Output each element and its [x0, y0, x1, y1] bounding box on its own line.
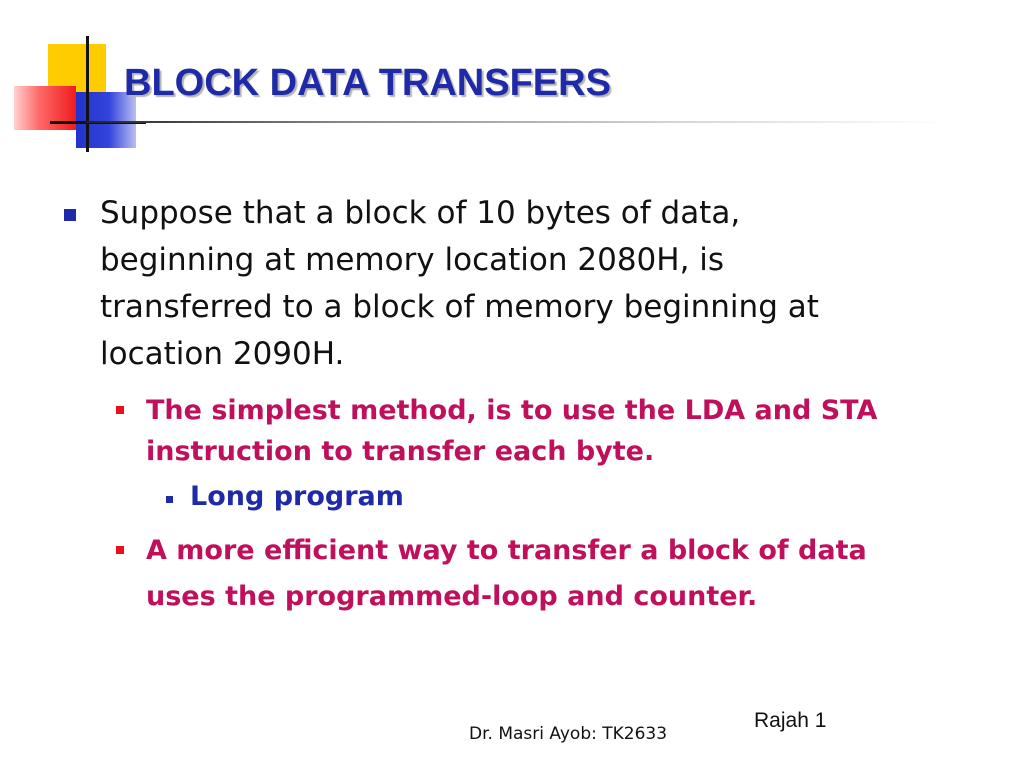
sub-bullet-line: A more efficient way to transfer a block of data	[146, 535, 867, 566]
footer-author: Dr. Masri Ayob: TK2633	[469, 724, 668, 744]
sub-bullet-text	[146, 390, 877, 472]
sub-bullet-line: uses the programmed-loop and counter.	[146, 581, 758, 612]
sub-bullet-text	[146, 528, 867, 620]
bullet-text	[100, 190, 960, 378]
sub-bullet-line: The simplest method, is to use the LDA and STA	[146, 395, 878, 426]
slide-title: BLOCK DATA TRANSFERS	[124, 62, 611, 104]
bullet-line: Suppose that a block of 10 bytes of data,	[100, 195, 741, 231]
bullet-line: location 2090H.	[100, 336, 345, 372]
sub-bullet-line: instruction to transfer each byte.	[146, 436, 655, 467]
title-underline	[86, 121, 946, 123]
footer-slide-label: Rajah 1	[754, 709, 827, 732]
sub-bullet-square-icon	[116, 546, 124, 554]
logo-vertical-line	[86, 36, 89, 152]
sub-sub-bullet-square-icon	[166, 496, 173, 503]
bullet-line: transferred to a block of memory beginning at	[100, 289, 819, 325]
bullet-line: beginning at memory location 2080H, is	[100, 242, 725, 278]
bullet-square-icon	[64, 209, 76, 221]
sub-sub-bullet-text: Long program	[190, 481, 404, 512]
sub-bullet-square-icon	[116, 406, 124, 414]
